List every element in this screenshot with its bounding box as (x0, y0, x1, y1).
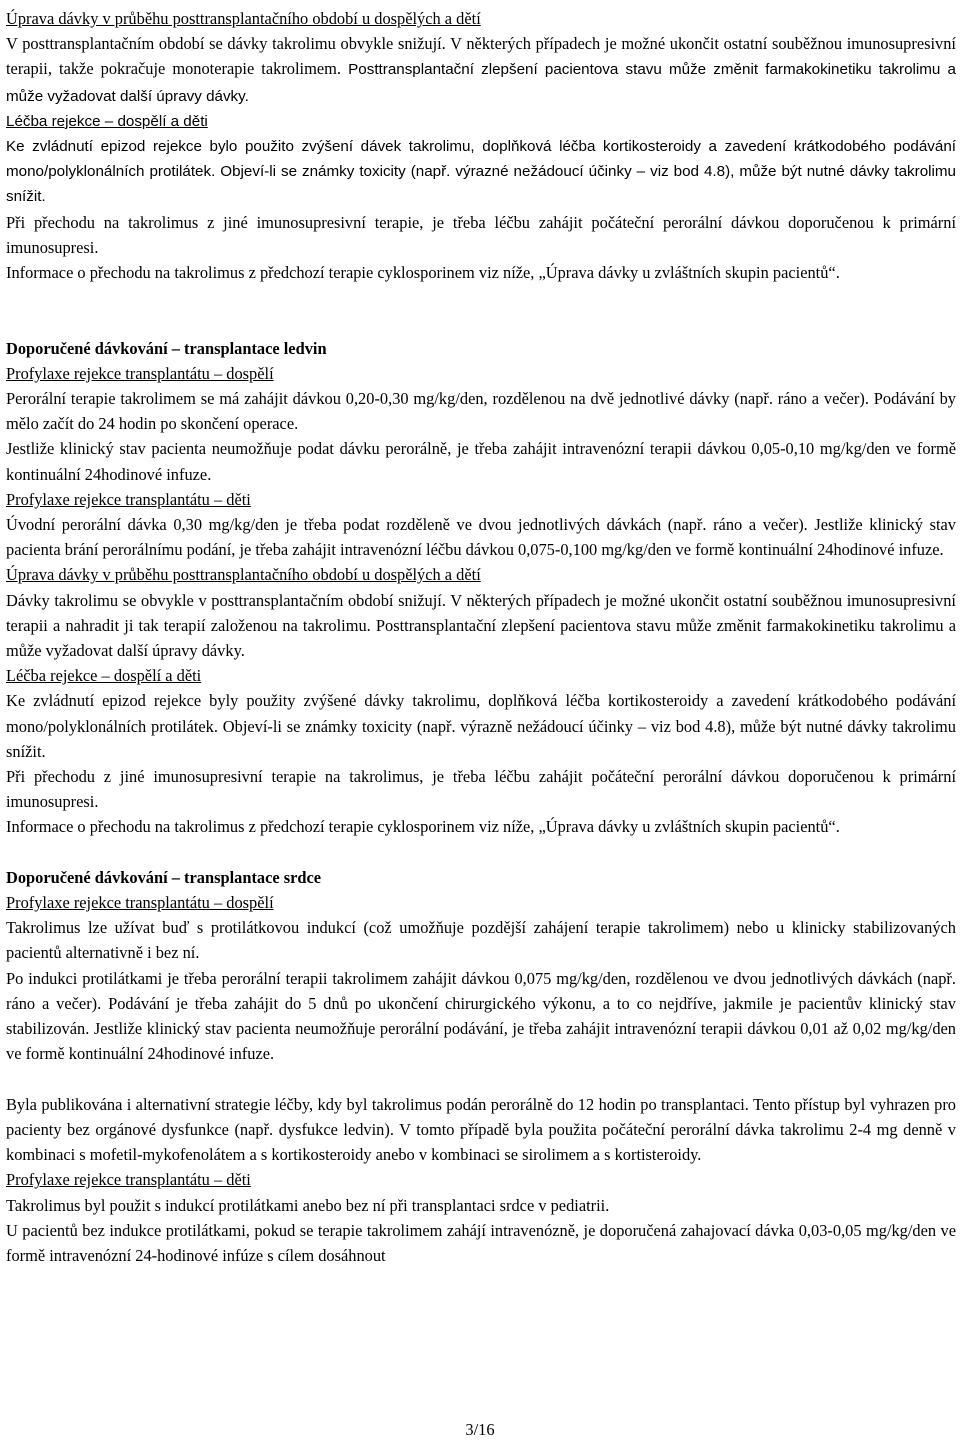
paragraph-heart-4: Takrolimus byl použit s indukcí protilátkami anebo bez ní při transplantaci srdce v pediatrii. (6, 1195, 610, 1215)
paragraph-heart-1: Takrolimus lze užívat buď s protilátkovou indukcí (což umožňuje pozdější zahájení terapie takrolimem) nebo u klinicky stabilizovaných pacientů alternativně i bez ní. (6, 918, 956, 963)
paragraph-cyclosporin: Informace o přechodu na takrolimus z předchozí terapie cyklosporinem viz níže, „Úprava dávky u zvláštních skupin pacientů“. (6, 263, 840, 283)
heading-heart-prophylaxis-child: Profylaxe rejekce transplantátu – děti (6, 1170, 251, 1190)
paragraph-kidney-adult-2: Jestliže klinický stav pacienta neumožňuje podat dávku perorálně, je třeba zahájit intravenózní terapii dávkou 0,05-0,10 mg/kg/den ve formě kontinuální 24hodinové infuze. (6, 439, 956, 484)
heading-kidney-prophylaxis-adult: Profylaxe rejekce transplantátu – dospělí (6, 363, 274, 383)
section-title-kidney: Doporučené dávkování – transplantace ledvin (6, 338, 327, 358)
paragraph-kidney-child: Úvodní perorální dávka 0,30 mg/kg/den je třeba podat rozděleně ve dvou jednotlivých dávkách (např. ráno a večer). Jestliže klinický stav pacienta brání perorálnímu podání, je třeba zahájit intravenózní léčbu dávkou 0,075-0,100 mg/kg/den ve formě kontinuální 24hodinové infuze. (6, 515, 956, 560)
paragraph-kidney-rejection: Ke zvládnutí epizod rejekce byly použity zvýšené dávky takrolimu, doplňková léčba kortikosteroidy a zavedení krátkodobého podávání mono/polyklonálních protilátek. Objeví-li se známky toxicity (např. výrazně nežádoucí účinky – viz bod 4.8), může být nutné dávky takrolimu snížit. (6, 691, 956, 761)
paragraph-kidney-dose-adjustment: Dávky takrolimu se obvykle v posttransplantačním období snižují. V některých případech je možné ukončit ostatní souběžnou imunosupresivní terapii a nahradit ji tak terapií založenou na takrolimu. Posttransplantační zlepšení pacientova stavu může změnit farmakokinetiku takrolimu a může vyžadovat další úpravy dávky. (6, 590, 956, 661)
paragraph-kidney-adult-1: Perorální terapie takrolimem se má zahájit dávkou 0,20-0,30 mg/kg/den, rozdělenou na dvě jednotlivé dávky (např. ráno a večer). Podávání by mělo začít do 24 hodin po skončení operace. (6, 389, 956, 434)
paragraph-kidney-cyclosporin: Informace o přechodu na takrolimus z předchozí terapie cyklosporinem viz níže, „Úprava dávky u zvláštních skupin pacientů“. (6, 817, 840, 837)
paragraph-dose-adjustment: V posttransplantačním období se dávky takrolimu obvykle snižují. V některých případech je možné ukončit ostatní souběžnou imunosupresivní terapii, takže pokračuje monoterapie takrolimem. Posttransplantační zlepšení pacientova stavu může změnit farmakokinetiku takrolimu a může vyžadovat další úpravy dávky. (6, 34, 956, 105)
heading-kidney-rejection: Léčba rejekce – dospělí a děti (6, 666, 202, 686)
spacer (6, 840, 956, 865)
page-number: 3/16 (465, 1420, 495, 1439)
paragraph-switch-therapy: Při přechodu na takrolimus z jiné imunosupresivní terapie, je třeba léčbu zahájit počáteční perorální dávkou doporučenou k primární imunosupresi. (6, 212, 956, 257)
paragraph-kidney-switch: Při přechodu z jiné imunosupresivní terapie na takrolimus, je třeba léčbu zahájit počáteční perorální dávkou doporučenou k primární imunosupresi. (6, 767, 956, 812)
document-page (6, 6, 956, 1268)
section-title-heart: Doporučené dávkování – transplantace srdce (6, 867, 322, 887)
spacer (6, 1067, 956, 1092)
heading-heart-prophylaxis-adult: Profylaxe rejekce transplantátu – dospělí (6, 893, 274, 913)
paragraph-rejection: Ke zvládnutí epizod rejekce bylo použito zvýšení dávek takrolimu, doplňková léčba kortikosteroidy a zavedení krátkodobého podávání mono/polyklonálních protilátek. Objeví-li se známky toxicity (např. výrazné nežádoucí účinky – viz bod 4.8), může být nutné dávky takrolimu snížit. (6, 138, 956, 206)
heading-kidney-prophylaxis-child: Profylaxe rejekce transplantátu – děti (6, 489, 251, 509)
paragraph-heart-3: Byla publikována i alternativní strategie léčby, kdy byl takrolimus podán perorálně do 12 hodin po transplantaci. Tento přístup byl vyhrazen pro pacienty bez orgánové dysfunkce (např. dysfukce ledvin). V tomto případě byla použita počáteční perorální dávka takrolimu 2-4 mg denně v kombinaci s mofetil-mykofenolátem a s kortikosteroidy anebo v kombinaci se sirolimem a s kortisteroidy. (6, 1094, 956, 1165)
paragraph-heart-2: Po indukci protilátkami je třeba perorální terapii takrolimem zahájit dávkou 0,075 mg/kg/den, rozdělenou ve dvou jednotlivých dávkách (např. ráno a večer). Podávání je třeba zahájit do 5 dnů po ukončení chirurgického výkonu, a to co nejdříve, jakmile je pacientův klinický stav stabilizován. Jestliže klinický stav pacienta neumožňuje perorální podávání, je třeba zahájit intravenózní terapii dávkou 0,01 až 0,02 mg/kg/den ve formě kontinuální 24hodinové infuze. (6, 968, 956, 1064)
paragraph-heart-5: U pacientů bez indukce protilátkami, pokud se terapie takrolimem zahájí intravenózně, je doporučená zahajovací dávka 0,03-0,05 mg/kg/den ve formě intravenózní 24-hodinové infúze s cílem dosáhnout (6, 1220, 956, 1265)
heading-rejection: Léčba rejekce – dospělí a děti (6, 112, 208, 130)
spacer (6, 285, 956, 335)
heading-dose-adjustment: Úprava dávky v průběhu posttransplantačního období u dospělých a dětí (6, 9, 481, 28)
heading-kidney-dose-adjustment: Úprava dávky v průběhu posttransplantačního období u dospělých a dětí (6, 565, 481, 585)
